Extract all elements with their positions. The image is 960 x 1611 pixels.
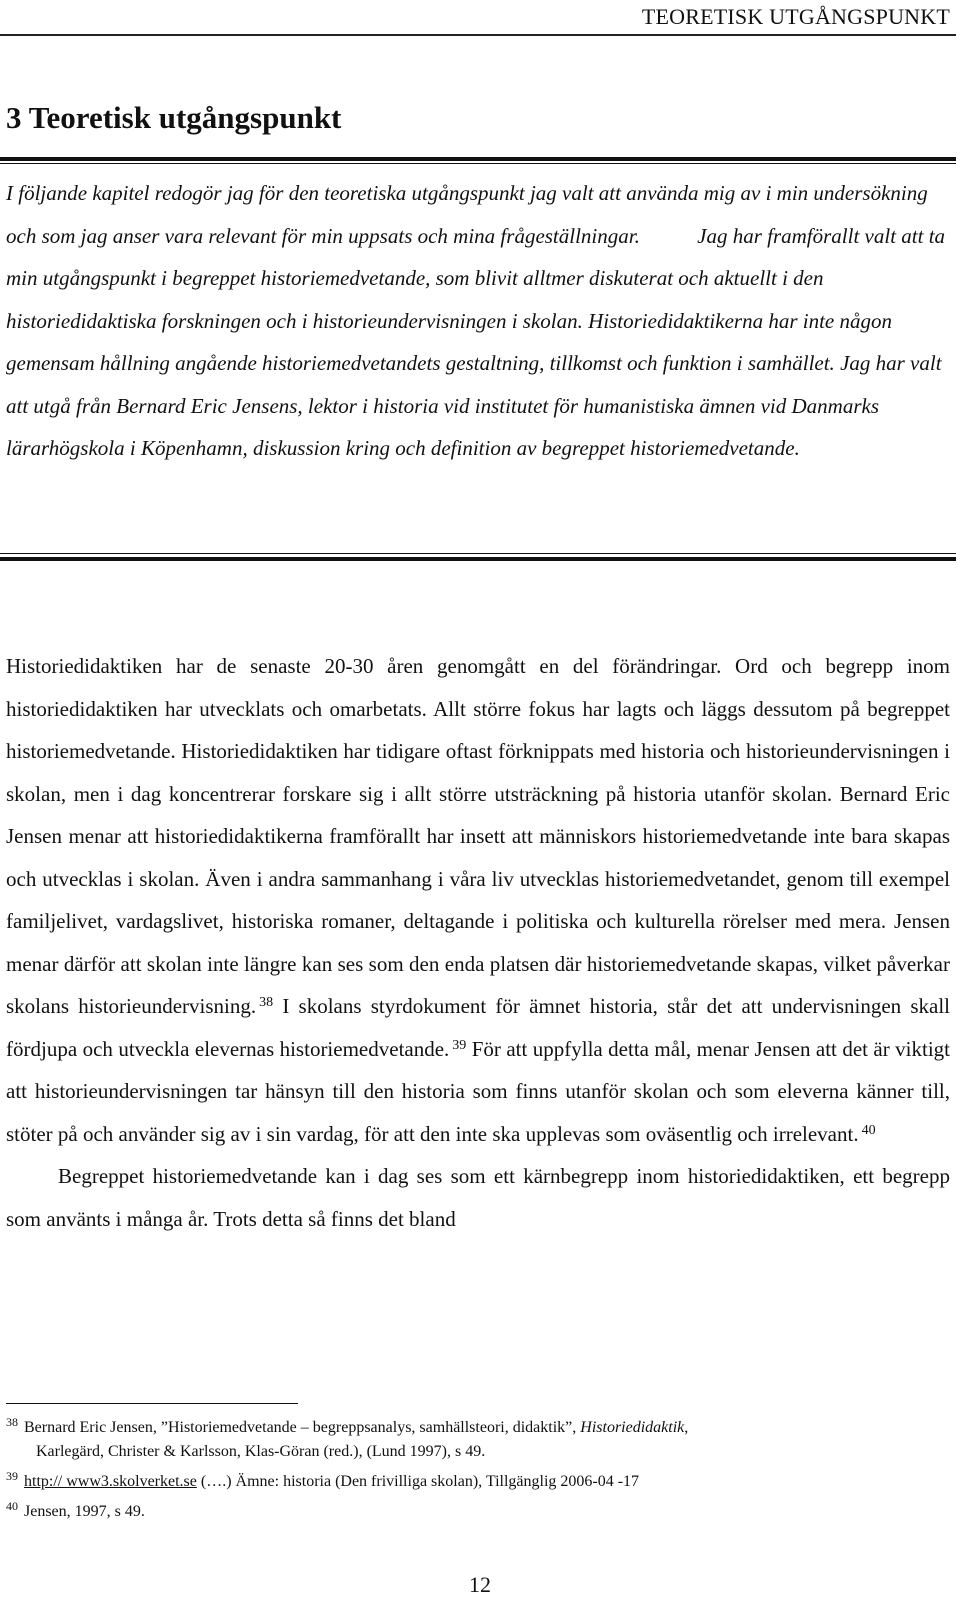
footnote-38-comma: , xyxy=(684,1419,689,1436)
footnote-ref-39[interactable]: 39 xyxy=(452,1037,467,1053)
footnote-39 xyxy=(6,1464,950,1494)
footnote-38-number: 38 xyxy=(6,1415,18,1429)
intro-sentence-1: I följande kapitel redogör jag för den teoretiska utgångspunkt jag valt att använda mig av i min undersökning och som jag anser vara relevant för min uppsats och mina frågeställningar. xyxy=(6,181,928,248)
footnote-38-text: Bernard Eric Jensen, ”Historiemedvetande – begreppsanalys, samhällsteori, didaktik”, xyxy=(24,1419,577,1436)
footnotes xyxy=(6,1410,950,1524)
intro-top-rule-thin xyxy=(0,163,956,164)
footnote-38-continuation: Karlegärd, Christer & Karlsson, Klas-Göran (red.), (Lund 1997), s 49. xyxy=(36,1443,486,1460)
footnote-40 xyxy=(6,1494,950,1524)
footnote-40-number: 40 xyxy=(6,1499,18,1513)
footnote-38-journal: Historiedidaktik xyxy=(580,1419,685,1436)
footnote-ref-38[interactable]: 38 xyxy=(259,995,274,1010)
header-rule xyxy=(0,34,956,36)
footnote-40-text: Jensen, 1997, s 49. xyxy=(24,1503,145,1520)
body-paragraph-2: Begreppet historiemedvetande kan i dag ses som ett kärnbegrepp inom historiedidaktiken, ett begrepp som använts i många år. Trots detta så finns det bland xyxy=(6,1164,950,1231)
footnote-ref-40[interactable]: 40 xyxy=(861,1122,876,1138)
footnote-39-text: (….) Ämne: historia (Den frivilliga skolan), Tillgänglig 2006-04 -17 xyxy=(200,1473,640,1490)
footnote-39-number: 39 xyxy=(6,1469,18,1483)
body-paragraph-1a: Historiedidaktiken har de senaste 20-30 åren genomgått en del förändringar. Ord och begrepp inom historiedidaktiken har utvecklats och omarbetats. Allt större fokus har lagts och läggs dessutom på begreppet historiemedvetande. Historiedidaktiken har tidigare oftast förknippats med historia och historieundervisningen i skolan, men i dag koncentrerar forskare sig i allt större utsträckning på historia utanför skolan. Bernard Eric Jensen menar att historiedidaktikerna framförallt har insett att människors historiemedvetande inte bara skapas och utvecklas i skolan. Även i andra sammanhang i våra liv utvecklas historiemedvetandet, genom till exempel familjelivet, vardagslivet, historiska romaner, deltagande i politiska och kulturella rörelser med mera. Jensen menar därför att skolan inte längre kan ses som den enda platsen där historiemedvetande skapas, vilket påverkar skolans historieundervisning. xyxy=(6,654,950,1018)
body-paragraph-1c: För att uppfylla detta mål, menar Jensen att det är viktigt att historieundervisningen tar hänsyn till den historia som finns utanför skolan och som eleverna känner till, stöter på och använder sig av i sin vardag, för att den inte ska upplevas som oväsentlig och irrelevant. xyxy=(6,1036,950,1146)
body-text xyxy=(6,645,950,1240)
intro-bottom-rule-thick xyxy=(0,557,956,561)
intro-top-rule-thick xyxy=(0,157,956,161)
intro-paragraph xyxy=(6,172,950,470)
page-number: 12 xyxy=(469,1572,491,1597)
intro-bottom-rule-thin xyxy=(0,553,956,554)
running-head: TEORETISK UTGÅNGSPUNKT xyxy=(641,4,950,29)
footnote-38 xyxy=(6,1410,950,1464)
body-paragraph-1b: I skolans styrdokument för ämnet historia, står det att undervisningen skall fördjupa och utveckla elevernas historiemedvetande. xyxy=(6,994,951,1061)
chapter-title: 3 Teoretisk utgångspunkt xyxy=(6,100,342,135)
intro-sentence-3: Historiedidaktikerna har inte någon gemensam hållning angående historiemedvetandets gestaltning, tillkomst och funktion i samhället. xyxy=(6,308,892,375)
footnote-rule xyxy=(6,1403,298,1404)
footnote-39-link[interactable]: http:// www3.skolverket.se xyxy=(24,1473,197,1490)
intro-sentence-4: Jag har valt att utgå från Bernard Eric Jensens, lektor i historia vid institutet för humanistiska ämnen vid Danmarks lärarhögskola i Köpenhamn, diskussion kring och definition av begreppet historiemedvetande. xyxy=(6,351,942,460)
intro-sentence-2: Jag har framförallt valt att ta min utgångspunkt i begreppet historiemedvetande, som blivit alltmer diskuterat och aktuellt i den historiedidaktiska forskningen och i historieundervisningen i skolan. xyxy=(6,223,946,333)
